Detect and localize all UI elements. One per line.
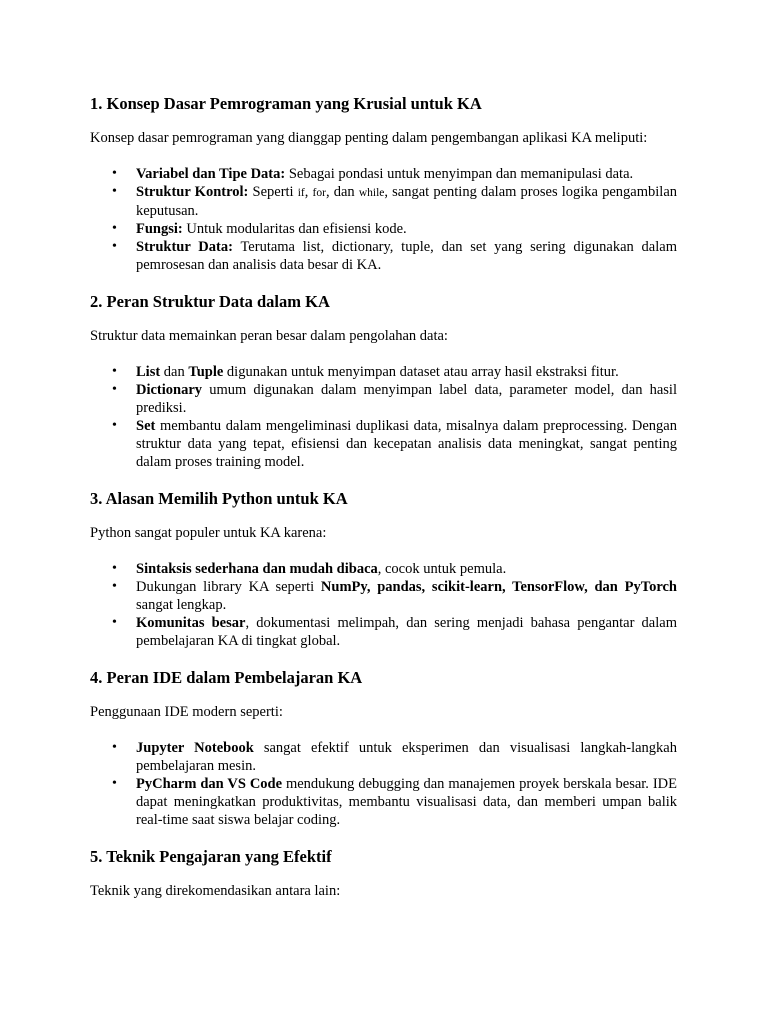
section-4-list	[90, 739, 677, 829]
item-text: digunakan untuk menyimpan dataset atau array hasil ekstraksi fitur.	[223, 364, 619, 380]
item-text: , cocok untuk pemula.	[377, 561, 507, 577]
list-item	[90, 220, 677, 238]
section-1-intro: Konsep dasar pemrograman yang dianggap penting dalam pengembangan aplikasi KA meliputi:	[90, 130, 648, 146]
section-3-list	[90, 560, 677, 650]
item-text: Dukungan library KA seperti	[136, 579, 321, 595]
item-text: , dan	[325, 184, 359, 200]
code-keyword: while	[358, 187, 385, 199]
item-text: sangat efektif untuk eksperimen dan visualisasi langkah-langkah pembelajaran mesin.	[136, 740, 677, 774]
item-term: Jupyter Notebook	[136, 740, 254, 756]
section-2-intro: Struktur data memainkan peran besar dalam pengolahan data:	[90, 328, 448, 344]
section-4-intro: Penggunaan IDE modern seperti:	[90, 704, 283, 720]
list-item	[90, 238, 677, 274]
list-item	[90, 417, 677, 471]
item-term: Komunitas besar	[136, 615, 246, 631]
section-3-intro: Python sangat populer untuk KA karena:	[90, 525, 327, 541]
item-term: Struktur Kontrol:	[136, 184, 249, 200]
item-term: NumPy, pandas, scikit-learn, TensorFlow, dan PyTorch	[320, 579, 678, 595]
item-text: ,	[304, 184, 313, 200]
item-text: , sangat penting dalam proses logika pengambilan keputusan.	[136, 184, 678, 219]
item-text: membantu dalam mengeliminasi duplikasi data, misalnya dalam preprocessing. Dengan struktur data yang tepat, efisiensi dan kecepatan analisis data meningkat, sangat penting dalam proses training model.	[136, 418, 677, 470]
list-item	[90, 739, 677, 775]
item-term: Fungsi:	[136, 221, 183, 237]
section-2-list	[90, 363, 677, 471]
section-5-intro: Teknik yang direkomendasikan antara lain:	[90, 883, 341, 899]
item-text: sangat lengkap.	[136, 597, 227, 613]
item-term: Dictionary	[136, 382, 203, 398]
item-term: Struktur Data:	[136, 239, 233, 255]
list-item	[90, 363, 677, 381]
item-term: List	[136, 364, 161, 380]
section-5-heading: 5. Teknik Pengajaran yang Efektif	[90, 847, 332, 866]
section-3-heading: 3. Alasan Memilih Python untuk KA	[90, 489, 348, 508]
document-content	[90, 93, 677, 900]
code-keyword: if	[297, 187, 305, 199]
code-keyword: for	[312, 187, 326, 199]
list-item	[90, 183, 677, 220]
section-1-list	[90, 165, 677, 274]
list-item	[90, 614, 677, 650]
item-text: , dokumentasi melimpah, dan sering menjadi bahasa pengantar dalam pembelajaran KA di tingkat global.	[136, 615, 677, 649]
section-2-heading: 2. Peran Struktur Data dalam KA	[90, 292, 330, 311]
item-text: Sebagai pondasi untuk menyimpan dan memanipulasi data.	[285, 166, 634, 182]
item-text: mendukung debugging dan manajemen proyek berskala besar. IDE dapat meningkatkan produktivitas, membantu visualisasi data, dan memberi umpan balik real-time saat siswa belajar coding.	[136, 776, 678, 828]
item-text: umum digunakan dalam menyimpan label data, parameter model, dan hasil prediksi.	[136, 382, 677, 416]
item-term: Set	[136, 418, 156, 434]
item-term: Tuple	[188, 364, 224, 380]
section-1-heading: 1. Konsep Dasar Pemrograman yang Krusial untuk KA	[90, 94, 482, 113]
item-text: Terutama list, dictionary, tuple, dan set yang sering digunakan dalam pemrosesan dan analisis data besar di KA.	[136, 239, 677, 273]
item-term: Sintaksis sederhana dan mudah dibaca	[136, 561, 378, 577]
list-item	[90, 775, 677, 829]
item-text: Untuk modularitas dan efisiensi kode.	[182, 221, 407, 237]
item-text: Seperti	[248, 184, 298, 200]
list-item	[90, 381, 677, 417]
list-item	[90, 165, 677, 183]
section-4-heading: 4. Peran IDE dalam Pembelajaran KA	[90, 668, 363, 687]
item-term: PyCharm dan VS Code	[136, 776, 283, 792]
list-item	[90, 560, 677, 578]
list-item	[90, 578, 677, 614]
item-text: dan	[160, 364, 189, 380]
item-term: Variabel dan Tipe Data:	[136, 166, 286, 182]
